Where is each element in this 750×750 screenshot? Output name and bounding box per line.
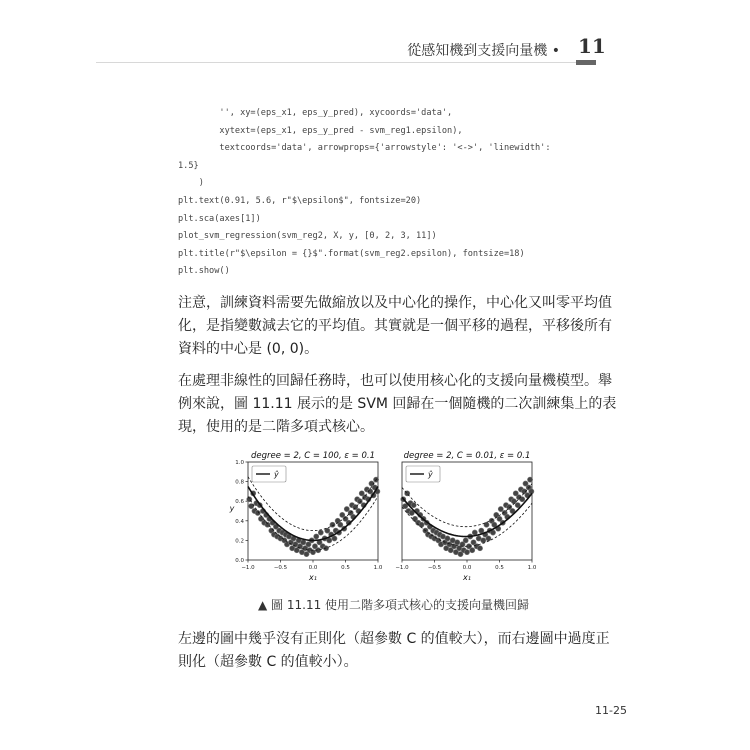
data-point [445, 536, 450, 541]
x-tick-label: −1.0 [241, 565, 255, 571]
data-point [464, 550, 469, 555]
x-tick-label: −0.5 [273, 565, 288, 571]
code-line: plt.text(0.91, 5.6, r"$\epsilon$", fontsize=20) [178, 195, 422, 206]
data-point [419, 522, 424, 527]
x-tick-label: 1.0 [527, 565, 537, 571]
figure-caption: ▲ 圖 11.11 使用二階多項式核心的支援向量機回歸 [258, 598, 530, 612]
x-axis-label: x₁ [463, 573, 471, 582]
header-rule [96, 62, 580, 63]
code-line: xytext=(eps_x1, eps_y_pred - svm_reg1.epsilon), [178, 125, 463, 136]
data-point [498, 506, 503, 511]
x-tick-label: 1.0 [373, 565, 383, 571]
code-line: textcoords='data', arrowprops={'arrowstyle': '<->', 'linewidth': [178, 143, 551, 154]
y-axis-label: y [229, 504, 235, 513]
legend-label: ŷ [428, 470, 433, 479]
data-point [314, 534, 319, 539]
data-point [265, 522, 270, 527]
x-tick-label: 0.5 [341, 565, 350, 571]
data-point [344, 506, 349, 511]
code-line: '', xy=(eps_x1, eps_y_pred), xycoords='data', [178, 108, 453, 118]
data-point [477, 546, 482, 551]
x-tick-label: 0.5 [495, 565, 504, 571]
prediction-line [248, 487, 378, 541]
data-point [470, 548, 475, 553]
y-tick-label: 0.6 [235, 499, 244, 506]
data-point [255, 510, 260, 515]
x-tick-label: 0.0 [462, 565, 472, 571]
code-line: plt.show() [178, 266, 230, 277]
data-point [527, 477, 532, 482]
page-header [0, 0, 750, 75]
chapter-title-text: 從感知機到支援向量機 [407, 43, 548, 59]
code-line: 1.5} [178, 160, 199, 171]
header-rule-accent [576, 60, 596, 65]
chapter-bullet: • [551, 43, 560, 59]
data-point [481, 538, 486, 543]
y-tick-label: 0.4 [235, 518, 244, 525]
y-tick-label: 0.0 [235, 558, 244, 564]
x-axis-label: x₁ [309, 573, 317, 582]
code-line: plot_svm_regression(svm_reg2, X, y, [0, 2, 3, 11]) [178, 231, 437, 242]
paragraph-centering: 注意，訓練資料需要先做縮放以及中心化的操作，中心化又叫零平均值化，是指變數減去它的平均值。其實就是一個平移的過程，平移後所有資料的中心是 (0, 0)。 [178, 295, 612, 357]
data-point [301, 540, 306, 545]
data-point [411, 503, 416, 508]
data-point [511, 499, 516, 504]
y-tick-label: 0.2 [235, 538, 244, 545]
chapter-number: 11 [578, 34, 606, 58]
page-number: 11-25 [595, 704, 627, 717]
x-tick-label: −1.0 [395, 565, 409, 571]
code-line: plt.sca(axes[1]) [178, 213, 261, 224]
y-tick-label: 1.0 [235, 460, 244, 466]
code-line: ) [178, 178, 204, 189]
plot-title: degree = 2, C = 0.01, ε = 0.1 [403, 451, 531, 461]
plot-title: degree = 2, C = 100, ε = 0.1 [250, 451, 376, 461]
code-block [178, 105, 608, 281]
paragraph-kernel-svm: 在處理非線性的回歸任務時，也可以使用核心化的支援向量機模型。舉例來說，圖 11.11 展示的是 SVM 回歸在一個隨機的二次訓練集上的表現，使用的是二階多項式核心。 [178, 373, 617, 435]
x-tick-label: −0.5 [427, 565, 442, 571]
figure-11-11 [226, 448, 546, 588]
legend-label: ŷ [274, 470, 279, 479]
data-point [472, 530, 477, 535]
x-tick-label: 0.0 [308, 565, 318, 571]
data-point [463, 538, 468, 543]
data-point [479, 528, 484, 533]
paragraph-regularization: 左邊的圖中幾乎沒有正則化（超參數 C 的值較大），而右邊圖中過度正則化（超參數 C 的值較小）。 [178, 631, 610, 670]
data-point [455, 540, 460, 545]
svm-regression-plots [226, 448, 546, 588]
data-point [332, 536, 337, 541]
chapter-title [407, 40, 560, 60]
code-line: plt.title(r"$\epsilon = {}$".format(svm_reg2.epsilon), fontsize=18) [178, 248, 525, 259]
data-point [486, 536, 491, 541]
data-point [318, 530, 323, 535]
y-tick-label: 0.8 [235, 479, 244, 486]
data-point [338, 522, 343, 527]
